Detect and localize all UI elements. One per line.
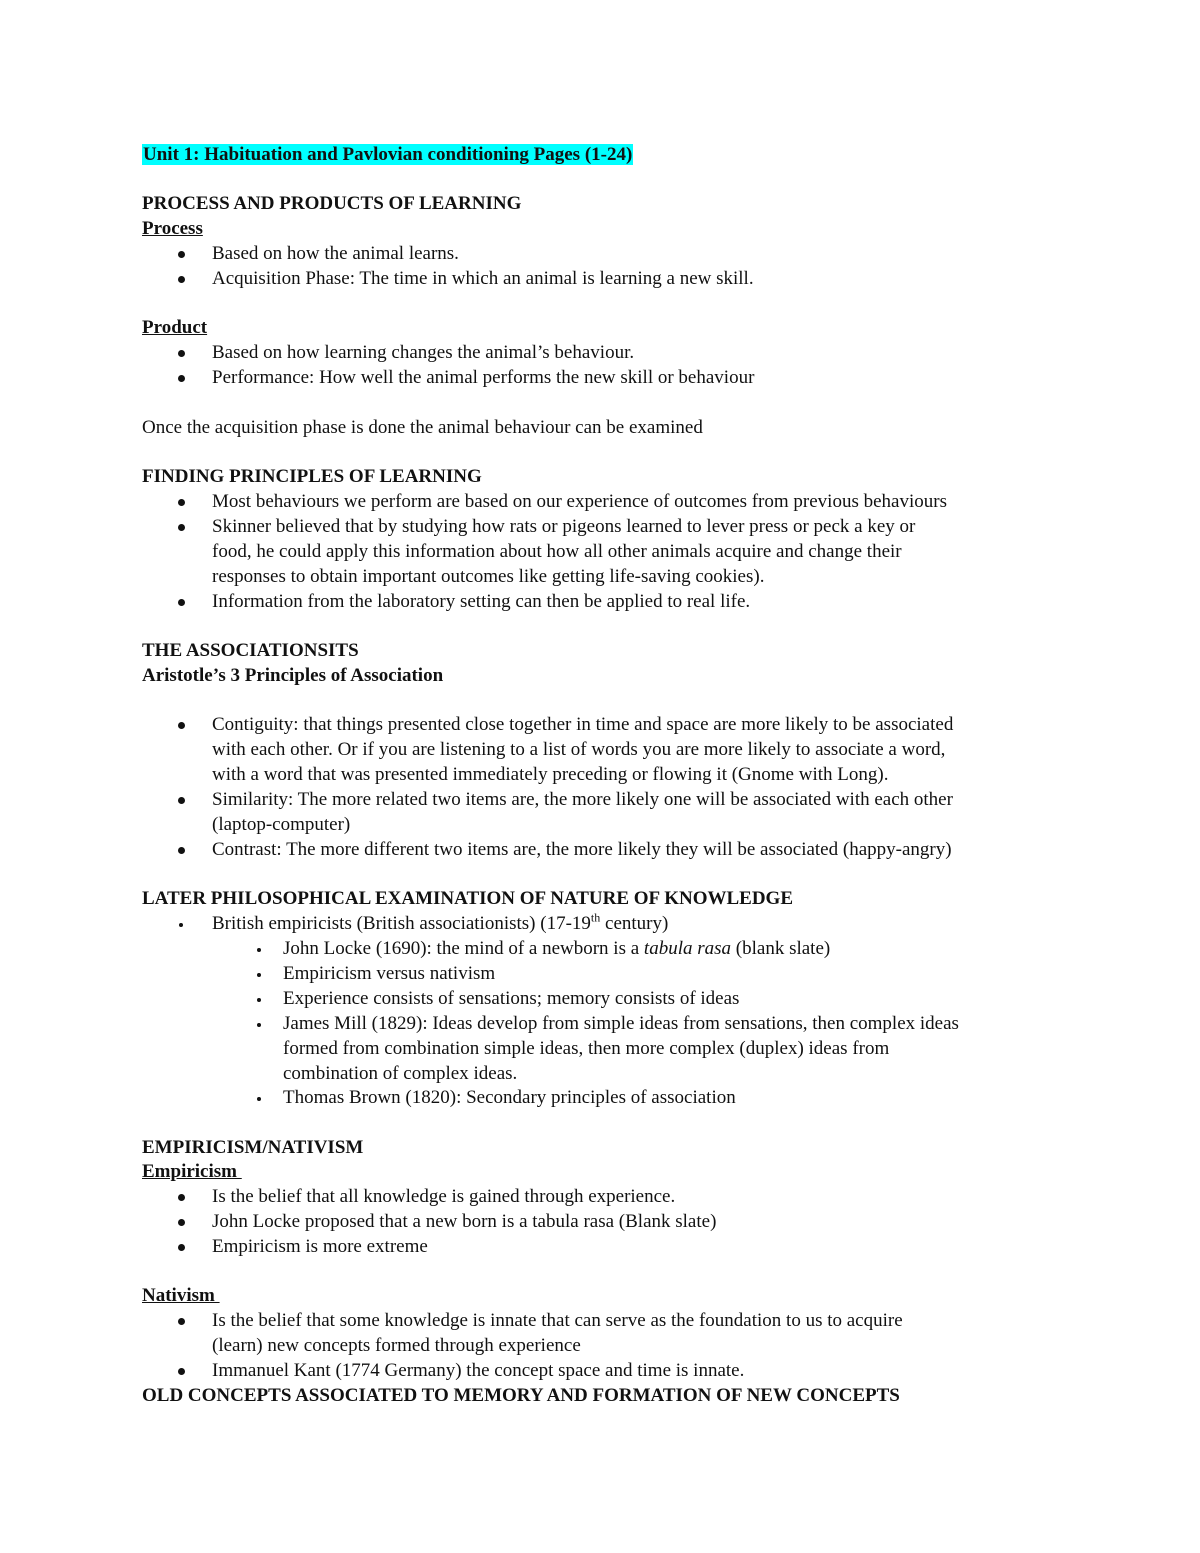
- list-item: John Locke proposed that a new born is a tabula rasa (Blank slate): [212, 1211, 717, 1232]
- list-item-line: Skinner believed that by studying how rats or pigeons learned to lever press or peck a key or: [212, 516, 916, 537]
- bullet-icon: [176, 366, 186, 391]
- list-item: Information from the laboratory setting can then be applied to real life.: [212, 591, 751, 612]
- subheading-aristotle: Aristotle’s 3 Principles of Association: [142, 665, 444, 686]
- bullet-icon: [254, 987, 264, 1012]
- list-item-line: with a word that was presented immediately preceding or flowing it (Gnome with Long).: [212, 764, 889, 785]
- bullet-icon: [176, 515, 186, 540]
- list-item-line: (learn) new concepts formed through experience: [212, 1335, 581, 1356]
- sub-list-item-line: combination of complex ideas.: [283, 1063, 518, 1084]
- bullet-icon: [176, 341, 186, 366]
- list-item: Is the belief that all knowledge is gained through experience.: [212, 1186, 676, 1207]
- bullet-icon: [176, 590, 186, 615]
- section-heading-finding-principles: FINDING PRINCIPLES OF LEARNING: [142, 466, 482, 487]
- section-heading-old-concepts: OLD CONCEPTS ASSOCIATED TO MEMORY AND FORMATION OF NEW CONCEPTS: [142, 1385, 900, 1406]
- bullet-icon: [176, 912, 186, 937]
- section-heading-later-philosophical: LATER PHILOSOPHICAL EXAMINATION OF NATURE OF KNOWLEDGE: [142, 888, 793, 909]
- list-item: Acquisition Phase: The time in which an animal is learning a new skill.: [212, 268, 754, 289]
- bullet-icon: [176, 1359, 186, 1384]
- subheading-empiricism: Empiricism: [142, 1161, 242, 1182]
- bullet-icon: [254, 937, 264, 962]
- section-heading-empiricism-nativism: EMPIRICISM/NATIVISM: [142, 1137, 364, 1158]
- sub-list-item: Empiricism versus nativism: [283, 963, 496, 984]
- bullet-icon: [176, 242, 186, 267]
- list-item-line: Similarity: The more related two items are, the more likely one will be associated with each other: [212, 789, 953, 810]
- list-item-line: food, he could apply this information about how all other animals acquire and change their: [212, 541, 902, 562]
- bullet-icon: [176, 713, 186, 738]
- sub-list-item-locke: John Locke (1690): the mind of a newborn is a tabula rasa (blank slate): [283, 938, 831, 959]
- sub-list-item: Thomas Brown (1820): Secondary principles of association: [283, 1087, 736, 1108]
- section-heading-process-products: PROCESS AND PRODUCTS OF LEARNING: [142, 193, 522, 214]
- bullet-icon: [176, 1235, 186, 1260]
- list-item-line: (laptop-computer): [212, 814, 351, 835]
- bullet-icon: [176, 267, 186, 292]
- bullet-icon: [176, 788, 186, 813]
- document-title: Unit 1: Habituation and Pavlovian conditioning Pages (1-24): [143, 144, 633, 165]
- list-item: Based on how the animal learns.: [212, 243, 459, 264]
- list-item-empiricists: British empiricists (British associationists) (17-19th century): [212, 910, 669, 934]
- bullet-icon: [176, 838, 186, 863]
- list-item: Immanuel Kant (1774 Germany) the concept space and time is innate.: [212, 1360, 745, 1381]
- subheading-product: Product: [142, 317, 208, 338]
- list-item-line: Contiguity: that things presented close together in time and space are more likely to be associated: [212, 714, 954, 735]
- list-item: Most behaviours we perform are based on our experience of outcomes from previous behaviours: [212, 491, 947, 512]
- bullet-icon: [254, 962, 264, 987]
- list-item-line: responses to obtain important outcomes like getting life-saving cookies).: [212, 566, 765, 587]
- bullet-icon: [176, 1309, 186, 1334]
- section-heading-associationists: THE ASSOCIATIONSITS: [142, 640, 359, 661]
- bullet-icon: [254, 1086, 264, 1111]
- paragraph-note: Once the acquisition phase is done the animal behaviour can be examined: [142, 417, 703, 438]
- sub-list-item-line: James Mill (1829): Ideas develop from simple ideas from sensations, then complex ideas: [283, 1013, 959, 1034]
- list-item-line: Is the belief that some knowledge is innate that can serve as the foundation to us to acquire: [212, 1310, 903, 1331]
- list-item: Performance: How well the animal performs the new skill or behaviour: [212, 367, 755, 388]
- sub-list-item: Experience consists of sensations; memory consists of ideas: [283, 988, 740, 1009]
- subheading-process: Process: [142, 218, 203, 239]
- sub-list-item-line: formed from combination simple ideas, then more complex (duplex) ideas from: [283, 1038, 890, 1059]
- subheading-nativism: Nativism: [142, 1285, 220, 1306]
- bullet-icon: [176, 1210, 186, 1235]
- list-item: Contrast: The more different two items are, the more likely they will be associated (happy-angry): [212, 839, 952, 860]
- list-item-line: with each other. Or if you are listening to a list of words you are more likely to associate a word,: [212, 739, 946, 760]
- list-item: Based on how learning changes the animal’s behaviour.: [212, 342, 635, 363]
- bullet-icon: [254, 1012, 264, 1037]
- list-item: Empiricism is more extreme: [212, 1236, 428, 1257]
- bullet-icon: [176, 490, 186, 515]
- bullet-icon: [176, 1185, 186, 1210]
